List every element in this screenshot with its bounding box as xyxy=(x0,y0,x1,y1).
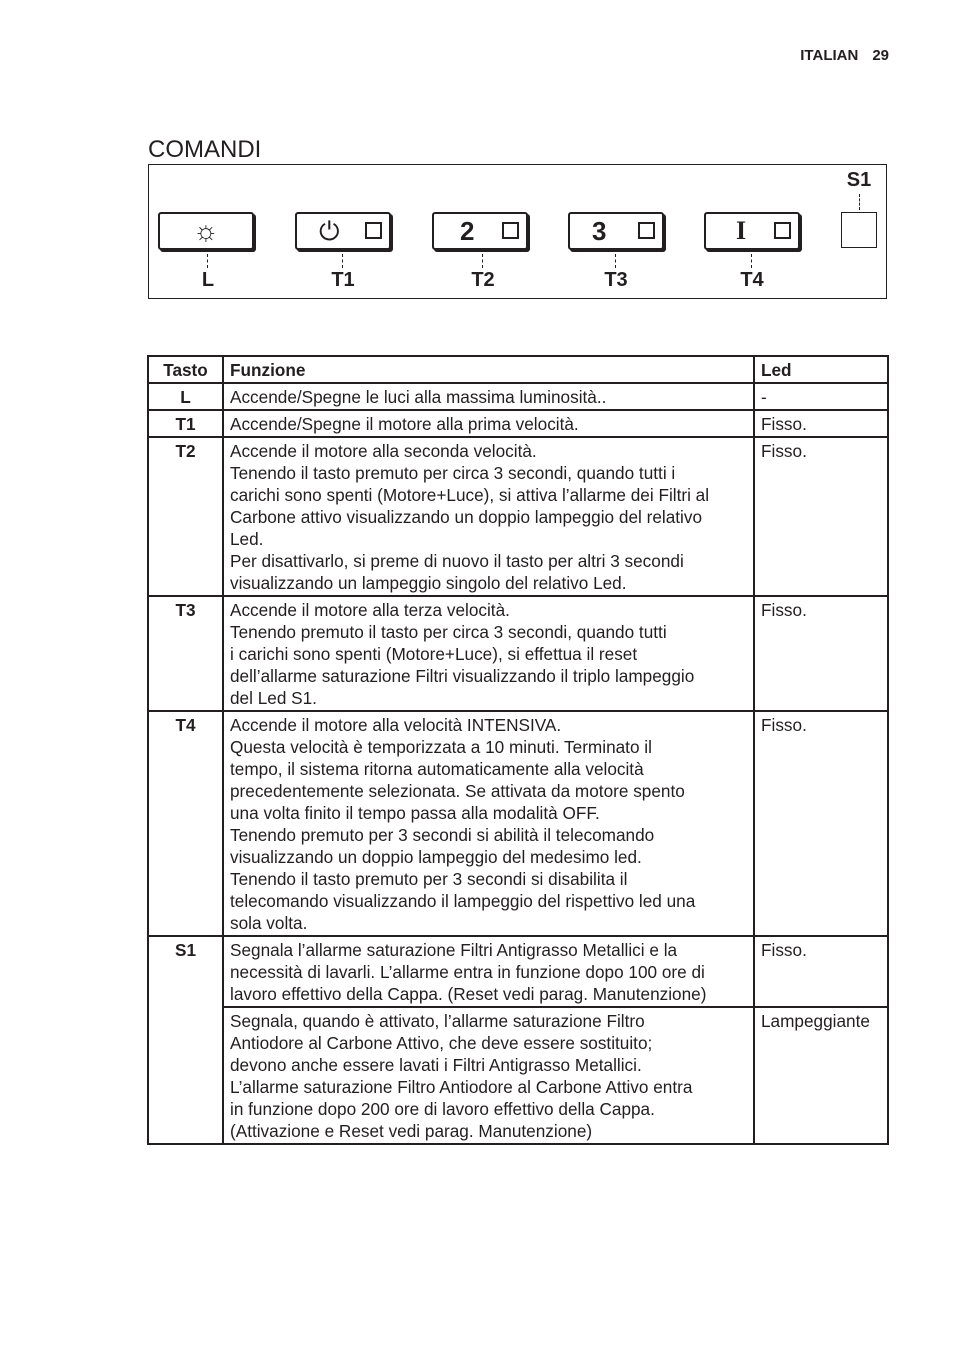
label-t1: T1 xyxy=(331,269,355,291)
leader-line-t2 xyxy=(482,254,483,268)
row-key: S1 xyxy=(148,936,223,1007)
row-key: L xyxy=(148,383,223,410)
label-l: L xyxy=(201,269,215,291)
row-function xyxy=(223,437,754,596)
table-row xyxy=(148,410,888,437)
speed-2-glyph: 2 xyxy=(460,216,475,246)
function-line: Accende il motore alla terza velocità. xyxy=(230,600,510,620)
label-t3: T3 xyxy=(604,269,628,291)
leader-line-t4 xyxy=(751,254,752,268)
function-line: devono anche essere lavati i Filtri Antigrasso Metallici. xyxy=(230,1055,642,1075)
row-function xyxy=(223,711,754,936)
function-line: visualizzando un doppio lampeggio del medesimo led. xyxy=(230,847,642,867)
table-row xyxy=(148,1007,888,1144)
header-function: Funzione xyxy=(223,356,754,383)
row-key xyxy=(148,1007,223,1144)
light-icon: ☼ xyxy=(193,215,219,246)
function-line: telecomando visualizzando il lampeggio del rispettivo led una xyxy=(230,891,696,911)
s1-led-indicator xyxy=(841,212,877,248)
function-line: Antiodore al Carbone Attivo, che deve essere sostituito; xyxy=(230,1033,653,1053)
row-led: Fisso. xyxy=(754,410,888,437)
leader-line-t1 xyxy=(342,254,343,268)
led-indicator xyxy=(638,222,655,239)
header-key: Tasto xyxy=(148,356,223,383)
row-key: T1 xyxy=(148,410,223,437)
header-language: ITALIAN xyxy=(800,47,859,64)
row-key: T4 xyxy=(148,711,223,936)
table-row xyxy=(148,383,888,410)
label-t2: T2 xyxy=(471,269,495,291)
function-line: visualizzando un lampeggio singolo del relativo Led. xyxy=(230,573,627,593)
led-indicator xyxy=(365,222,382,239)
function-line: tempo, il sistema ritorna automaticamente alla velocità xyxy=(230,759,644,779)
row-led: Fisso. xyxy=(754,936,888,1007)
row-led: Fisso. xyxy=(754,437,888,596)
function-line: Tenendo premuto per 3 secondi si abilità il telecomando xyxy=(230,825,655,845)
row-led: Fisso. xyxy=(754,711,888,936)
row-led: - xyxy=(754,383,888,410)
function-line: precedentemente selezionata. Se attivata da motore spento xyxy=(230,781,685,801)
led-indicator xyxy=(774,222,791,239)
row-function xyxy=(223,936,754,1007)
row-function xyxy=(223,410,754,437)
table-row xyxy=(148,711,888,936)
section-title: COMANDI xyxy=(148,136,262,163)
table-row xyxy=(148,596,888,711)
row-function xyxy=(223,596,754,711)
leader-line-t3 xyxy=(615,254,616,268)
table-row xyxy=(148,437,888,596)
function-line: necessità di lavarli. L’allarme entra in funzione dopo 100 ore di xyxy=(230,962,705,982)
function-line: i carichi sono spenti (Motore+Luce), si effettua il reset xyxy=(230,644,638,664)
speed-3-glyph: 3 xyxy=(592,216,607,246)
leader-line-s1 xyxy=(859,194,860,210)
function-line: Led. xyxy=(230,529,264,549)
function-line: Segnala, quando è attivato, l’allarme saturazione Filtro xyxy=(230,1011,645,1031)
page-number: 29 xyxy=(872,47,889,64)
table-header-row xyxy=(148,356,888,383)
function-line: Questa velocità è temporizzata a 10 minuti. Terminato il xyxy=(230,737,652,757)
function-line: Segnala l’allarme saturazione Filtri Antigrasso Metallici e la xyxy=(230,940,678,960)
led-indicator xyxy=(502,222,519,239)
function-line: dell’allarme saturazione Filtri visualizzando il triplo lampeggio xyxy=(230,666,695,686)
power-icon: ⏻ xyxy=(319,216,340,246)
function-line: Tenendo il tasto premuto per circa 3 secondi, quando tutti i xyxy=(230,463,676,483)
row-key: T2 xyxy=(148,437,223,596)
table-body xyxy=(148,383,888,1144)
button-t3 xyxy=(568,212,664,250)
label-s1: S1 xyxy=(846,169,872,191)
function-line: Accende il motore alla seconda velocità. xyxy=(230,441,537,461)
row-led: Fisso. xyxy=(754,596,888,711)
function-line: Per disattivarlo, si preme di nuovo il tasto per altri 3 secondi xyxy=(230,551,684,571)
function-line: in funzione dopo 200 ore di lavoro effettivo della Cappa. xyxy=(230,1099,655,1119)
function-line: lavoro effettivo della Cappa. (Reset vedi parag. Manutenzione) xyxy=(230,984,707,1004)
label-t4: T4 xyxy=(740,269,764,291)
function-line: L’allarme saturazione Filtro Antiodore al Carbone Attivo entra xyxy=(230,1077,693,1097)
function-line: Tenendo il tasto premuto per 3 secondi si disabilita il xyxy=(230,869,628,889)
function-line: (Attivazione e Reset vedi parag. Manutenzione) xyxy=(230,1121,593,1141)
controls-table xyxy=(147,355,889,1145)
function-line: del Led S1. xyxy=(230,688,317,708)
row-function xyxy=(223,383,754,410)
button-t2 xyxy=(432,212,528,250)
button-l xyxy=(158,212,254,250)
function-line: Accende/Spegne il motore alla prima velocità. xyxy=(230,414,579,434)
row-key: T3 xyxy=(148,596,223,711)
intensive-glyph: I xyxy=(736,216,747,245)
function-line: Carbone attivo visualizzando un doppio lampeggio del relativo xyxy=(230,507,703,527)
row-led: Lampeggiante xyxy=(754,1007,888,1144)
function-line: Tenendo premuto il tasto per circa 3 secondi, quando tutti xyxy=(230,622,667,642)
function-line: una volta finito il tempo passa alla modalità OFF. xyxy=(230,803,600,823)
control-panel-diagram xyxy=(148,164,887,299)
header-led: Led xyxy=(754,356,888,383)
button-t4 xyxy=(704,212,800,250)
button-t1 xyxy=(295,212,391,250)
page-header xyxy=(800,47,889,64)
function-line: Accende il motore alla velocità INTENSIVA. xyxy=(230,715,562,735)
function-line: carichi sono spenti (Motore+Luce), si attiva l’allarme dei Filtri al xyxy=(230,485,710,505)
function-line: sola volta. xyxy=(230,913,308,933)
table-row xyxy=(148,936,888,1007)
leader-line-l xyxy=(207,254,208,268)
row-function xyxy=(223,1007,754,1144)
function-line: Accende/Spegne le luci alla massima luminosità.. xyxy=(230,387,607,407)
